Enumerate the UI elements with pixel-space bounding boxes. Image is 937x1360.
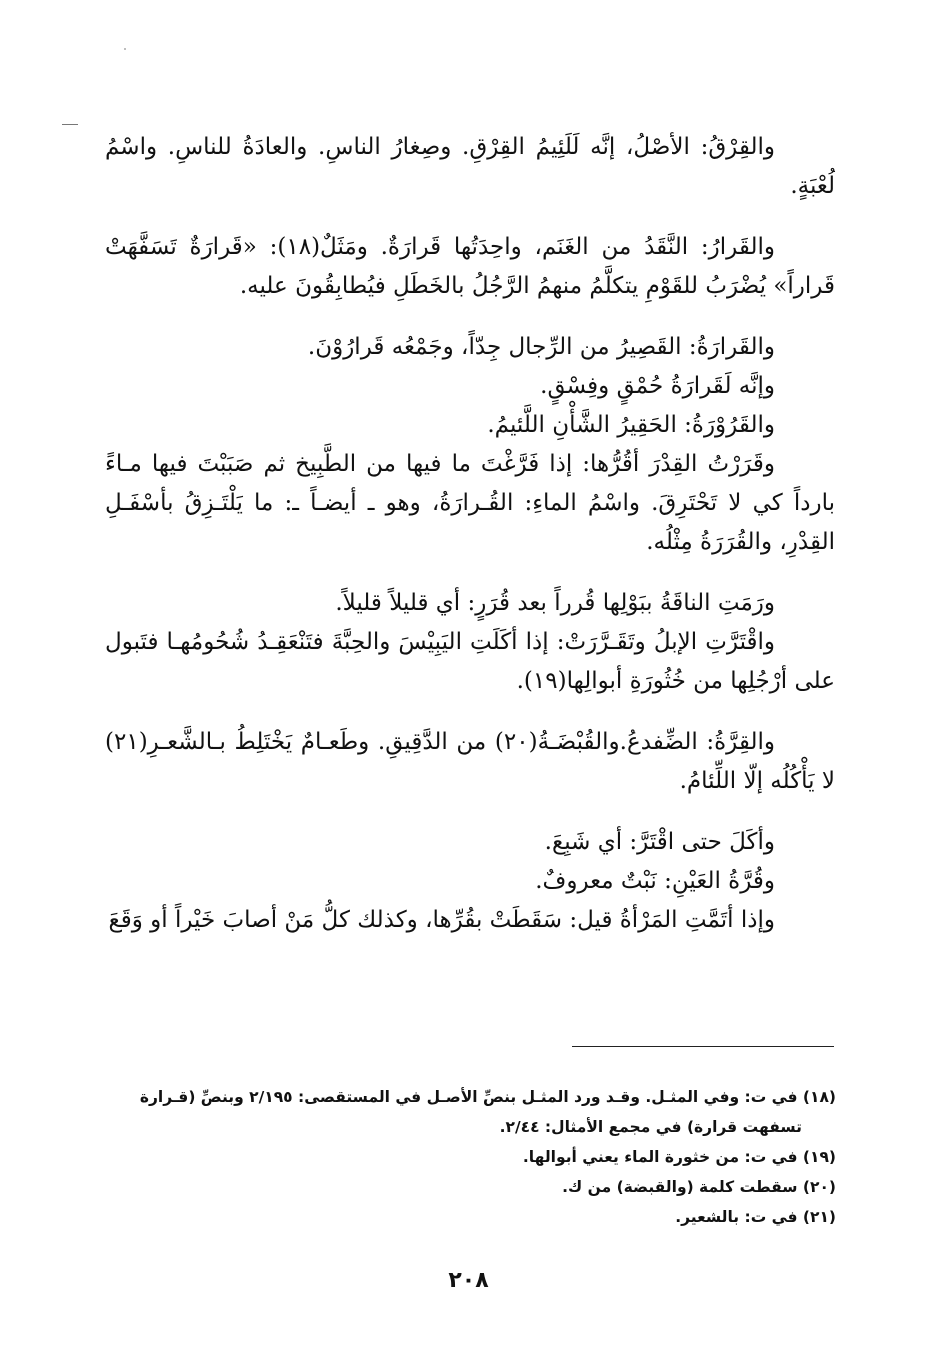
footnote-18 — [110, 1082, 836, 1142]
footnote-separator — [572, 1046, 834, 1047]
paragraph-qarurah: والقَرُوْرَةُ: الحَقِيرُ الشَّأْنِ اللَّئيمُ. — [487, 412, 775, 438]
paragraph-naqah: ورَمَتِ الناقَةُ ببَوْلِها قُرراً بعد قُرَرٍ: أي قليلاً قليلاً. — [335, 590, 775, 616]
footnote-18-line1: (١٨) في ت: وفي المثـل. وقـد ورد المثـل بنصِّ الأصـل في المستقصى: ٢/١٩٥ وبنصِّ (قـرارة — [139, 1088, 836, 1106]
footnote-18-line2: تسفهت قرارة) في مجمع الأمثال: ٢/٤٤. — [499, 1118, 802, 1136]
paragraph-qirq: والقِرْقُ: الأصْلُ، إنَّه لَلَئِيمُ القِرْقِ. وصِغارُ الناسِ. والعادَةُ للناسِ. واسْمُ لُعْبَةٍ. — [105, 134, 835, 199]
paragraph-atammat: وإذا أتَمَّتِ المَرْأةُ قيل: سَقَطَتْ بقُرِّها، وكذلك كلُّ مَنْ أصابَ خَيْراً أو وَقَعَ — [108, 907, 775, 933]
paragraph-qararah: والقَرارَةُ: القَصِيرُ من الرِّجال جِدّاً، وجَمْعُه قَرارُوْنَ. — [307, 334, 775, 360]
scan-speck — [124, 48, 126, 50]
margin-mark — [62, 124, 78, 125]
paragraph-qirrah: والقِرَّةُ: الضِّفدعُ.والقُبْضَـةُ(٢٠) من الدَّقِيقِ. وطَعـامٌ يَخْتَلِطُ بـالشَّعـرِ(٢١) لا يَأْكُلُه إلّا اللِّئامُ. — [105, 729, 835, 794]
paragraph-qurrat-alayn: وقُرَّةُ العَيْنِ: نَبْتٌ معروفٌ. — [535, 868, 775, 894]
paragraph-qidr: وقَرَرْتُ القِدْرَ أقُرُّها: إذا فَرَّغْتَ ما فيها من الطَّبِيخ ثم صَبَبْتَ فيها مـاءً بارداً كي لا تَحْتَرِقَ. واسْمُ الماءِ: القُـرارَةُ، وهو ـ أيضـاً ـ: ما يَلْتَـزِقُ بأسْفَـلِ القِدْرِ، والقُرَرَةُ مِثْلُه. — [105, 451, 835, 555]
page-number: ٢٠٨ — [448, 1268, 489, 1293]
footnotes — [110, 1082, 836, 1232]
footnote-20: (٢٠) سقطت كلمة (والقبضة) من ك. — [562, 1178, 836, 1196]
paragraph-iqtarra: وأكَلَ حتى اقْتَرَّ: أي شَبِعَ. — [544, 829, 775, 855]
footnote-19: (١٩) في ت: من خثورة الماء يعني أبوالها. — [522, 1148, 836, 1166]
paragraph-humq: وإنَّه لَقَرارَةُ حُمْقٍ وفِسْقٍ. — [540, 373, 775, 399]
paragraph-ibil: واقْتَرَّتِ الإبلُ وتَقَـرَّرَتْ: إذا أكَلَتِ اليَبِيْسَ والحِبَّةَ فتَنْعَقِـدُ شُحُومُهـا فتَبول على أرْجُلِها من خُثُورَةِ أبوالِها(١٩). — [105, 629, 835, 694]
paragraph-qarar: والقَرارُ: النَّقَدُ من الغَنَم، واحِدَتُها قَرارَةٌ. ومَثَلٌ(١٨): «قَرارَةٌ تَسَفَّهَتْ قَراراً» يُضْرَبُ للقَوْمِ يتكلَّمُ منهمُ الرَّجُلُ بالخَطَلِ فيُطابِقُونَ عليه. — [105, 234, 835, 299]
footnote-21: (٢١) في ت: بالشعير. — [675, 1208, 836, 1226]
main-text — [105, 128, 835, 940]
